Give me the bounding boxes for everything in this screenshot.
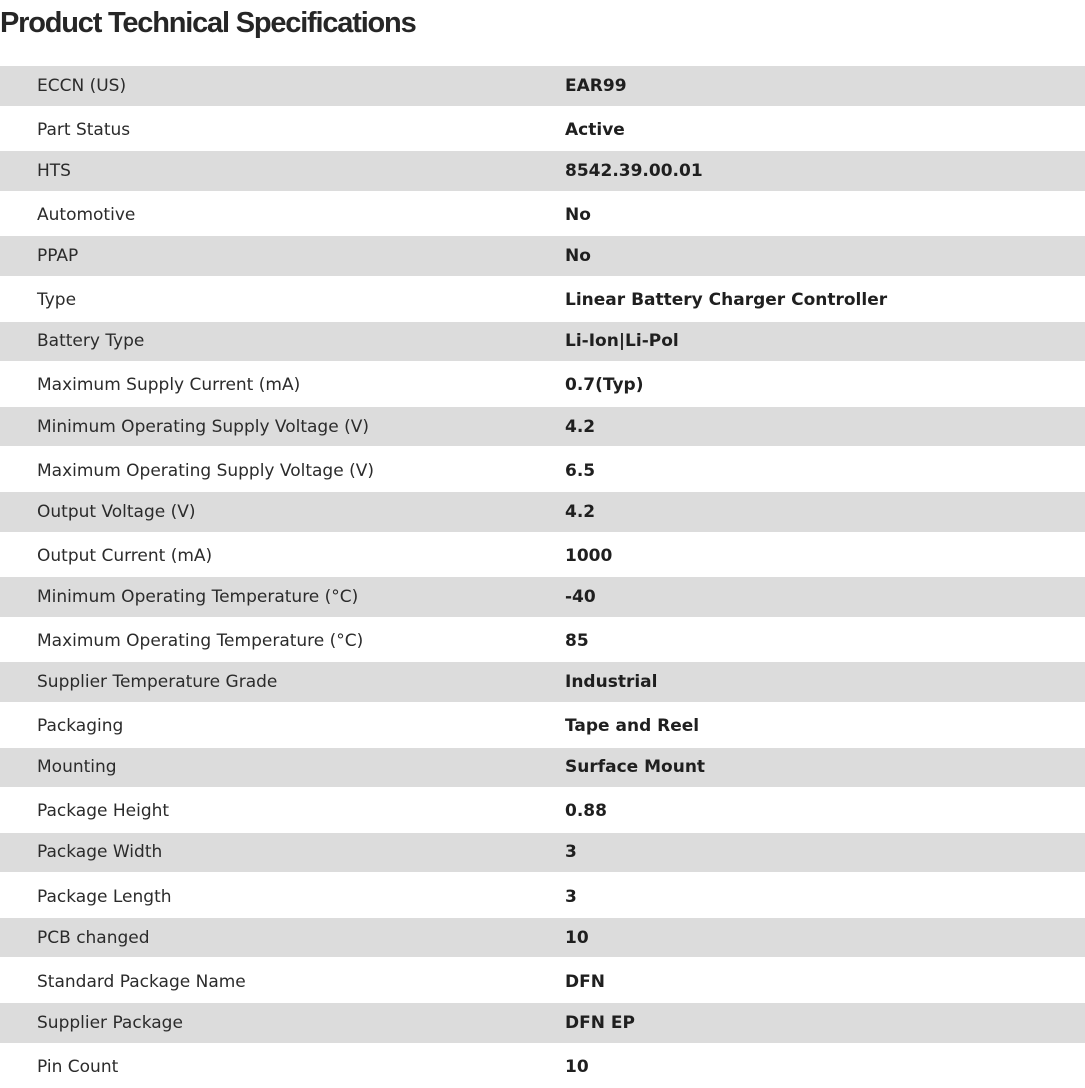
table-row — [0, 194, 1085, 237]
spec-value: No — [565, 246, 591, 267]
spec-label: Maximum Operating Supply Voltage (V) — [37, 460, 374, 481]
page-title: Product Technical Specifications — [0, 7, 416, 39]
table-row — [0, 492, 1085, 532]
spec-label: Automotive — [37, 205, 136, 226]
table-row — [0, 407, 1085, 447]
spec-table — [0, 66, 1085, 1088]
spec-value: -40 — [565, 586, 596, 607]
spec-label: ECCN (US) — [37, 75, 127, 96]
table-row — [0, 705, 1085, 748]
table-row — [0, 790, 1085, 833]
spec-value: No — [565, 205, 591, 226]
spec-value: Li-Ion|Li-Pol — [565, 331, 679, 352]
spec-label: Package Length — [37, 886, 172, 907]
table-row — [0, 577, 1085, 617]
spec-value: 8542.39.00.01 — [565, 160, 703, 181]
spec-value: Active — [565, 119, 625, 140]
table-row — [0, 662, 1085, 702]
table-row — [0, 1003, 1085, 1043]
spec-label: Type — [37, 290, 77, 311]
spec-label: Pin Count — [37, 1056, 119, 1077]
spec-label: Mounting — [37, 757, 117, 778]
table-row — [0, 833, 1085, 873]
spec-value: 6.5 — [565, 460, 596, 481]
spec-value: 10 — [565, 1056, 589, 1077]
table-row — [0, 109, 1085, 152]
table-row — [0, 875, 1085, 918]
table-row — [0, 960, 1085, 1003]
spec-label: HTS — [37, 160, 71, 181]
spec-label: Standard Package Name — [37, 971, 246, 992]
spec-label: Output Voltage (V) — [37, 501, 196, 522]
table-row — [0, 620, 1085, 663]
spec-value: Tape and Reel — [565, 716, 700, 737]
spec-value: 4.2 — [565, 416, 596, 437]
spec-value: 3 — [565, 842, 577, 863]
table-row — [0, 535, 1085, 578]
table-row — [0, 364, 1085, 407]
spec-value: 0.7(Typ) — [565, 375, 644, 396]
spec-label: PCB changed — [37, 927, 150, 948]
spec-value: Industrial — [565, 672, 658, 693]
spec-label: Minimum Operating Supply Voltage (V) — [37, 416, 369, 437]
spec-label: Battery Type — [37, 331, 145, 352]
table-row — [0, 151, 1085, 191]
spec-label: Supplier Temperature Grade — [37, 672, 278, 693]
spec-value: 10 — [565, 927, 589, 948]
spec-label: Output Current (mA) — [37, 545, 213, 566]
spec-value: 3 — [565, 886, 577, 907]
spec-value: DFN — [565, 971, 605, 992]
spec-value: 0.88 — [565, 801, 607, 822]
spec-label: Part Status — [37, 119, 131, 140]
table-row — [0, 918, 1085, 958]
table-row — [0, 322, 1085, 362]
spec-value: EAR99 — [565, 75, 627, 96]
spec-label: Maximum Supply Current (mA) — [37, 375, 301, 396]
table-row — [0, 748, 1085, 788]
table-row — [0, 279, 1085, 322]
spec-value: DFN EP — [565, 1012, 635, 1033]
spec-label: PPAP — [37, 246, 79, 267]
spec-value: 4.2 — [565, 501, 596, 522]
spec-value: Linear Battery Charger Controller — [565, 290, 888, 311]
spec-label: Package Height — [37, 801, 170, 822]
table-row — [0, 236, 1085, 276]
spec-label: Supplier Package — [37, 1012, 183, 1033]
table-row — [0, 66, 1085, 106]
spec-value: 1000 — [565, 545, 613, 566]
table-row — [0, 449, 1085, 492]
spec-value: 85 — [565, 631, 589, 652]
spec-label: Maximum Operating Temperature (°C) — [37, 631, 364, 652]
spec-label: Packaging — [37, 716, 124, 737]
spec-value: Surface Mount — [565, 757, 706, 778]
spec-label: Package Width — [37, 842, 163, 863]
spec-label: Minimum Operating Temperature (°C) — [37, 586, 359, 607]
